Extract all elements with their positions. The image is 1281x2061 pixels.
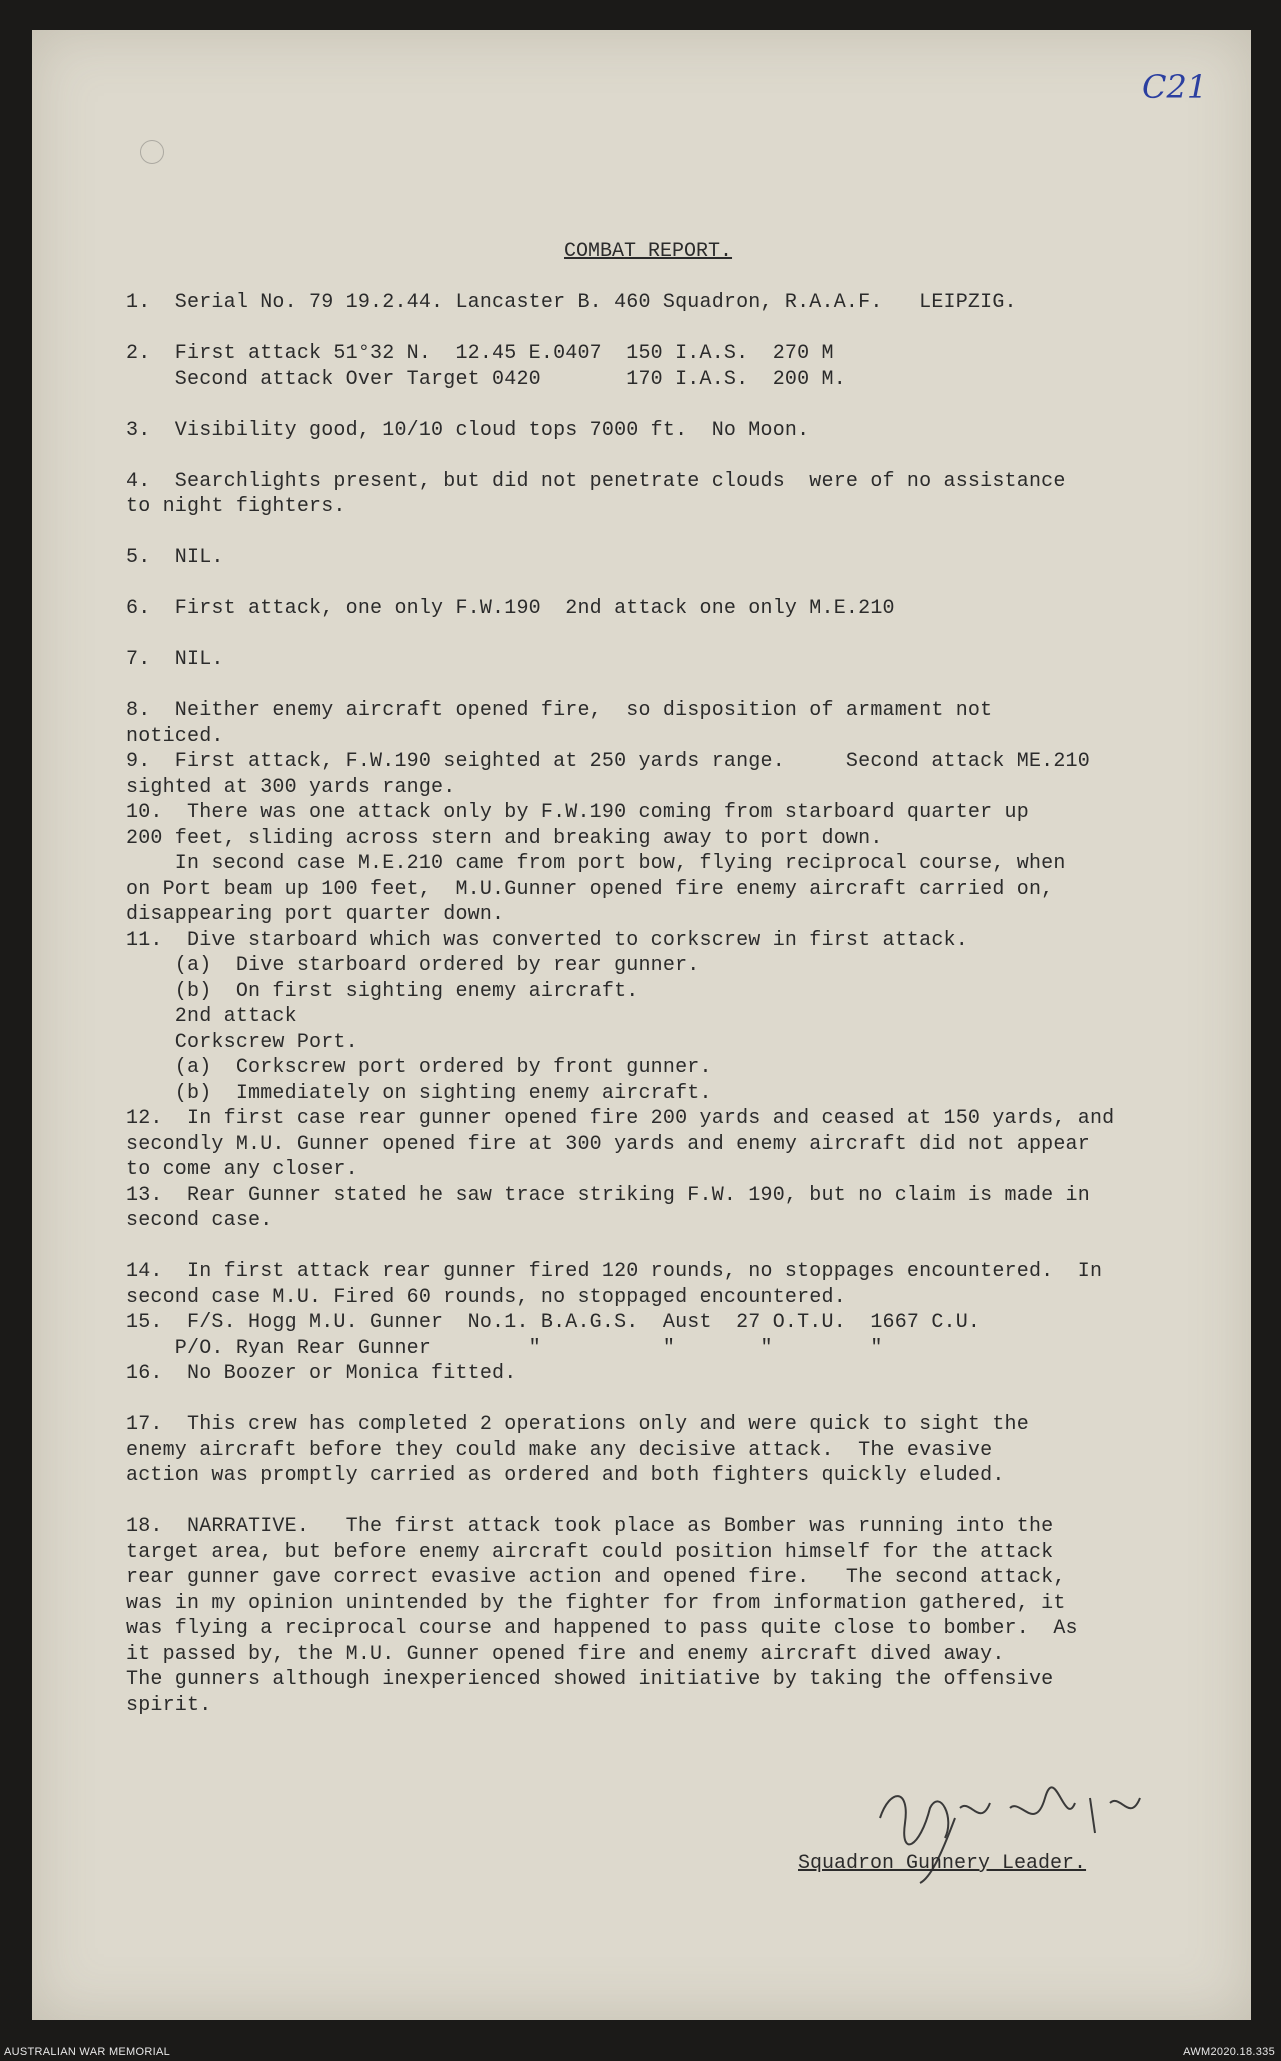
report-line: P/O. Ryan Rear Gunner " " " "	[126, 1336, 883, 1360]
report-line: The gunners although inexperienced showed initiative by taking the offensive	[126, 1668, 1054, 1691]
report-line	[126, 443, 1206, 469]
report-line: 10. There was one attack only by F.W.190 coming from starboard quarter up	[126, 801, 1029, 824]
report-line	[126, 1489, 1206, 1515]
report-line: action was promptly carried as ordered and both fighters quickly eluded.	[126, 1464, 1005, 1487]
report-line: (a) Corkscrew port ordered by front gunner.	[126, 1056, 712, 1079]
footer-catalog-number: AWM2020.18.335	[1183, 2046, 1275, 2058]
report-line: 9. First attack, F.W.190 seighted at 250 yards range. Second attack ME.210	[126, 750, 1090, 773]
report-title: COMBAT REPORT.	[564, 240, 733, 263]
report-line: 3. Visibility good, 10/10 cloud tops 7000 ft. No Moon.	[126, 418, 810, 442]
report-line: noticed.	[126, 724, 224, 748]
report-line: 200 feet, sliding across stern and breaking away to port down.	[126, 826, 883, 850]
report-line	[126, 622, 1206, 648]
report-line	[126, 571, 1206, 597]
report-line: 15. F/S. Hogg M.U. Gunner No.1. B.A.G.S. Aust 27 O.T.U. 1667 C.U.	[126, 1311, 981, 1334]
report-line: 18. NARRATIVE. The first attack took place as Bomber was running into the	[126, 1515, 1054, 1538]
report-line: 7. NIL.	[126, 648, 224, 671]
report-line: spirit.	[126, 1693, 212, 1717]
report-line: disappearing port quarter down.	[126, 903, 505, 926]
report-line: secondly M.U. Gunner opened fire at 300 yards and enemy aircraft did not appear	[126, 1132, 1090, 1156]
report-line: it passed by, the M.U. Gunner opened fire and enemy aircraft dived away.	[126, 1642, 1005, 1666]
report-line: 1. Serial No. 79 19.2.44. Lancaster B. 460 Squadron, R.A.A.F. LEIPZIG.	[126, 291, 1017, 314]
report-line: 6. First attack, one only F.W.190 2nd attack one only M.E.210	[126, 597, 895, 620]
report-line: target area, but before enemy aircraft could position himself for the attack	[126, 1540, 1054, 1564]
footer-institution: AUSTRALIAN WAR MEMORIAL	[4, 2046, 171, 2058]
report-line: (a) Dive starboard ordered by rear gunner.	[126, 954, 700, 977]
report-line: enemy aircraft before they could make any decisive attack. The evasive	[126, 1438, 993, 1462]
report-line: 2nd attack	[126, 1005, 297, 1028]
report-line: 12. In first case rear gunner opened fire 200 yards and ceased at 150 yards, and	[126, 1107, 1115, 1130]
report-line: (b) Immediately on sighting enemy aircraft.	[126, 1081, 712, 1105]
report-line: 13. Rear Gunner stated he saw trace striking F.W. 190, but no claim is made in	[126, 1183, 1090, 1207]
report-line: rear gunner gave correct evasive action and opened fire. The second attack,	[126, 1566, 1066, 1589]
report-line: (b) On first sighting enemy aircraft.	[126, 979, 639, 1003]
punch-hole	[140, 140, 164, 164]
report-line: 4. Searchlights present, but did not penetrate clouds were of no assistance	[126, 469, 1066, 493]
report-line: 11. Dive starboard which was converted to corkscrew in first attack.	[126, 928, 968, 952]
report-line: to night fighters.	[126, 495, 346, 518]
signature-title: Squadron Gunnery Leader.	[798, 1852, 1087, 1875]
report-line: was in my opinion unintended by the fighter for from information gathered, it	[126, 1591, 1066, 1615]
report-line	[126, 520, 1206, 546]
report-line: 5. NIL.	[126, 546, 224, 569]
page-number-annotation: C21	[1142, 68, 1208, 106]
report-line	[126, 1387, 1206, 1413]
report-line: 17. This crew has completed 2 operations only and were quick to sight the	[126, 1413, 1029, 1436]
report-line: second case M.U. Fired 60 rounds, no stoppaged encountered.	[126, 1285, 846, 1309]
report-line: In second case M.E.210 came from port bow, flying reciprocal course, when	[126, 852, 1066, 875]
report-line: second case.	[126, 1209, 273, 1232]
report-line: Second attack Over Target 0420 170 I.A.S. 200 M.	[126, 367, 846, 391]
report-line	[126, 392, 1206, 418]
report-line: to come any closer.	[126, 1158, 358, 1181]
report-line: Corkscrew Port.	[126, 1030, 358, 1054]
report-line: on Port beam up 100 feet, M.U.Gunner opened fire enemy aircraft carried on,	[126, 877, 1054, 901]
report-line: 16. No Boozer or Monica fitted.	[126, 1362, 517, 1385]
report-line	[126, 1234, 1206, 1260]
report-body	[126, 290, 1206, 1718]
report-line: sighted at 300 yards range.	[126, 775, 456, 799]
report-line: 14. In first attack rear gunner fired 120 rounds, no stoppages encountered. In	[126, 1260, 1103, 1283]
report-line	[126, 316, 1206, 342]
report-line: 2. First attack 51°32 N. 12.45 E.0407 150 I.A.S. 270 M	[126, 342, 834, 365]
report-line: was flying a reciprocal course and happened to pass quite close to bomber. As	[126, 1617, 1078, 1640]
report-line: 8. Neither enemy aircraft opened fire, so disposition of armament not	[126, 699, 993, 722]
report-line	[126, 673, 1206, 699]
